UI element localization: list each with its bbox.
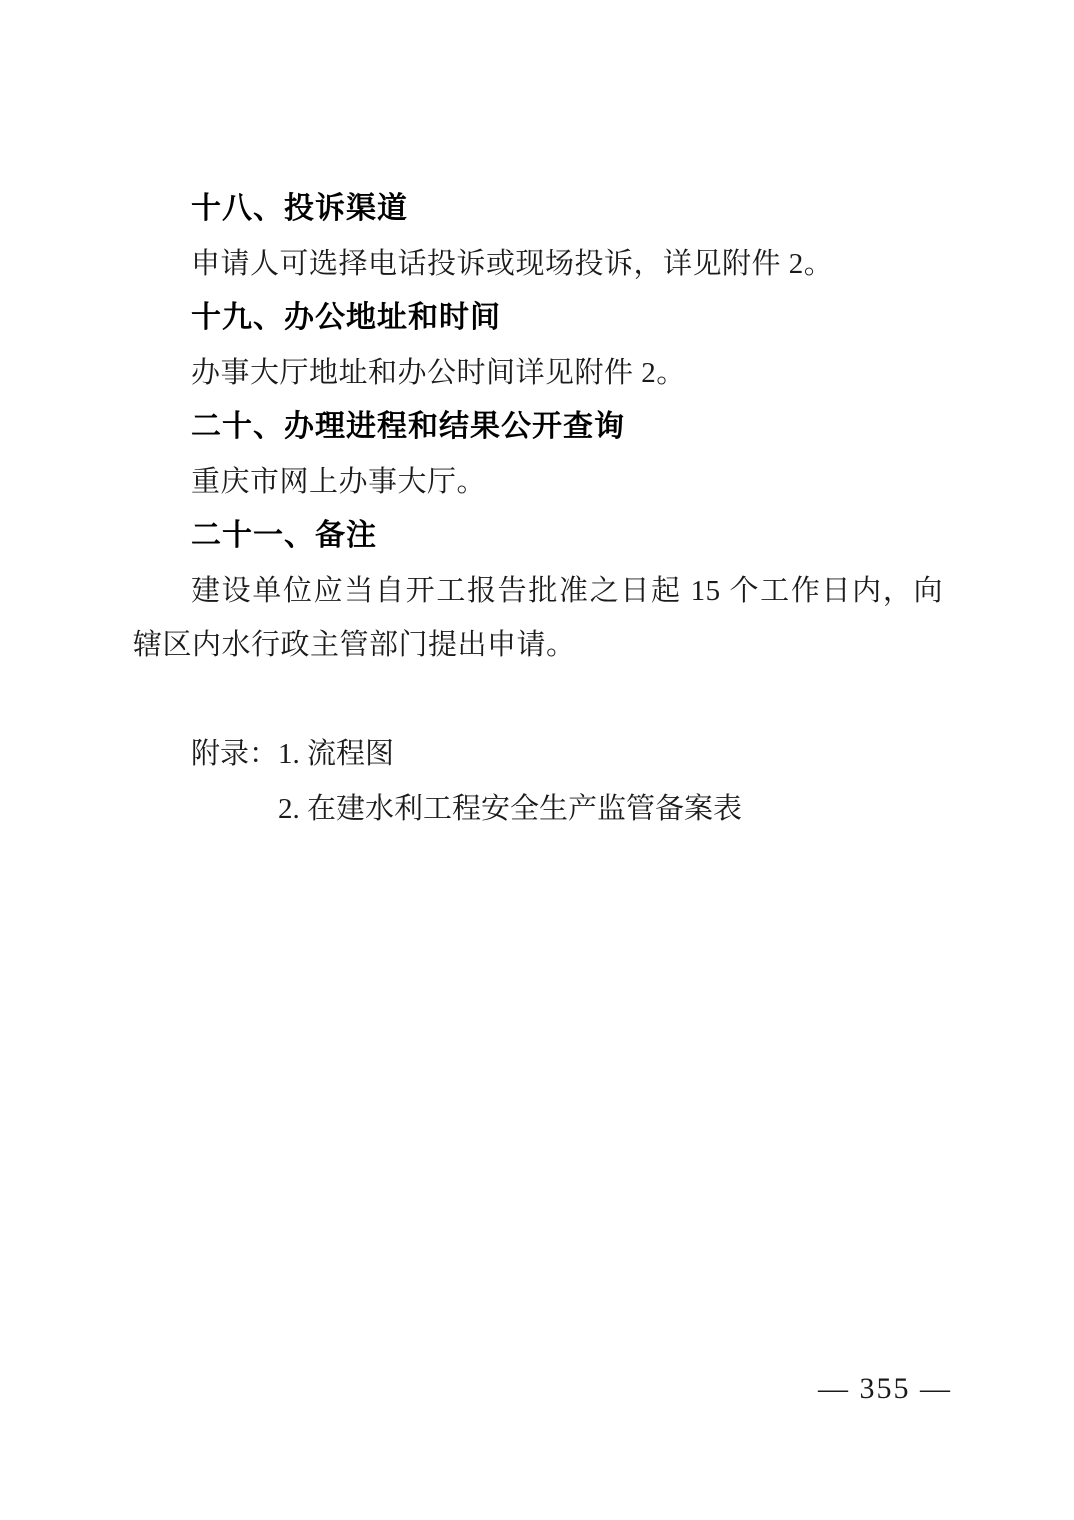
section-paragraph: 建设单位应当自开工报告批准之日起 15 个工作日内，向辖区内水行政主管部门提出申请。 [133, 574, 943, 661]
appendix-label: 附录： [191, 738, 279, 770]
appendix [133, 727, 943, 836]
section-paragraph: 重庆市网上办事大厅。 [191, 465, 487, 498]
section-progress-result-query [133, 400, 943, 509]
section-paragraph: 申请人可选择电话投诉或现场投诉，详见附件 2。 [191, 247, 834, 280]
appendix-line [133, 727, 943, 782]
section-paragraph: 办事大厅地址和办公时间详见附件 2。 [191, 356, 686, 389]
document-content [133, 182, 943, 836]
section-heading: 十九、办公地址和时间 [191, 301, 501, 334]
section-office-address-time [133, 291, 943, 400]
appendix-item: 1. 流程图 [278, 738, 395, 770]
appendix-item: 2. 在建水利工程安全生产监管备案表 [278, 792, 743, 825]
section-heading: 二十一、备注 [191, 519, 377, 552]
appendix-line [133, 782, 943, 837]
page-number: — 355 — [818, 1372, 952, 1405]
section-heading: 二十、办理进程和结果公开查询 [191, 410, 625, 443]
section-complaint-channels [133, 182, 943, 291]
section-heading: 十八、投诉渠道 [191, 192, 408, 225]
section-remarks [133, 509, 943, 673]
